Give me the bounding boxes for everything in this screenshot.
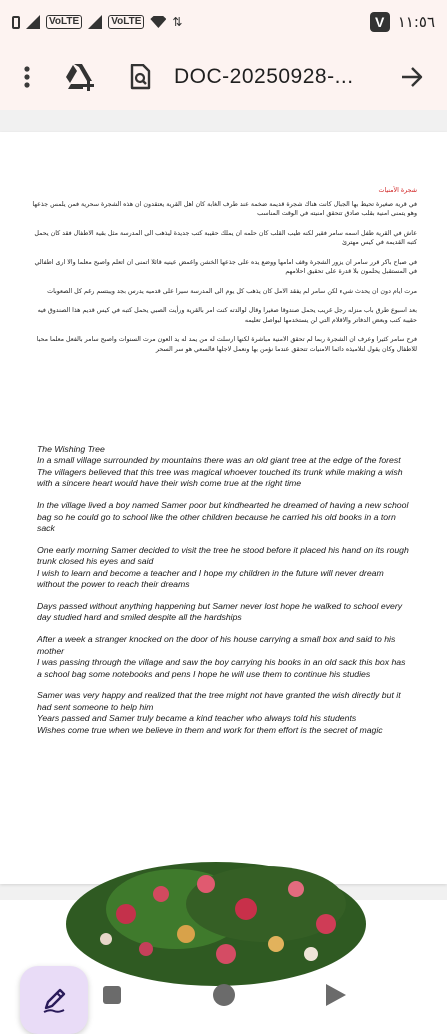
square-icon xyxy=(103,986,121,1004)
arabic-paragraph: بعد اسبوع طرق باب منزله رجل غريب يحمل صندوقا صغيرا وقال لوالدته كنت امر بالقرية ورأيت الصبي يحمل كتبه في كيس قديم هذا الصندوق فيه حقيبة كتب وبعض الدفاتر والاقلام التي لن يستخدمها ليواصل تعليمه xyxy=(37,307,417,324)
english-story-title: The Wishing Tree xyxy=(37,444,105,454)
arabic-story xyxy=(27,186,417,364)
english-line: Wishes come true when we believe in them and work for them effort is the secret of magic xyxy=(37,724,383,735)
english-line: I wish to learn and become a teacher and I hope my children in the future will never dream without the power to reach their dreams xyxy=(37,567,384,590)
english-line: The villagers believed that this tree was magical whoever touched its trunk while making a wish with a sincere heart would have their wish come true at the right time xyxy=(37,466,403,489)
data-transfer-icon: ⇅ xyxy=(172,15,183,29)
arabic-paragraph: في قرية صغيرة تحيط بها الجبال كانت هناك شجرة قديمة ضخمة عند طرف الغابة كان اهل القرية يعتقدون ان هذه الشجرة سحرية فمن يلمس جذعها وهو يتمنى امنية بقلب صادق تتحقق امنيته في الوقت المناسب xyxy=(32,200,417,217)
english-paragraph xyxy=(37,634,409,680)
more-options-button[interactable] xyxy=(8,44,46,110)
document-page xyxy=(0,132,447,884)
add-to-drive-button[interactable] xyxy=(58,44,102,110)
signal-icon xyxy=(88,15,102,29)
add-to-drive-icon xyxy=(65,63,95,91)
arabic-paragraph: عاش في القرية طفل اسمه سامر فقير لكنه طيب القلب كان حلمه ان يملك حقيبة كتب جديدة ليذهب الى المدرسة مثل بقية الاطفال فقد كان يحمل كتبه القديمة في كيس مهترئ xyxy=(34,229,417,246)
document-search-icon xyxy=(129,64,151,90)
wifi-icon xyxy=(150,16,166,28)
arabic-paragraph: في صباح باكر قرر سامر ان يزور الشجرة وقف امامها ووضع يده على جذعها الخشن واغمض عينيه قائلا اتمنى ان اتعلم واصبح معلما والا ارى اطفالي في المستقبل يحلمون بلا قدرة على تحقيق احلامهم xyxy=(34,258,417,275)
document-title: DOC-20250928-... xyxy=(174,65,354,88)
triangle-icon xyxy=(326,984,346,1006)
english-line: Samer was very happy and realized that the tree might not have granted the wish directly but it had sent someone to help him xyxy=(37,690,401,712)
app-notification-icon: V xyxy=(370,12,390,32)
circle-icon xyxy=(213,984,235,1006)
english-paragraph xyxy=(37,500,409,534)
signal-icon xyxy=(26,15,40,29)
english-line: Years passed and Samer truly became a kind teacher who always told his students xyxy=(37,713,357,724)
english-line: One early morning Samer decided to visit the tree he stood before it placed his hand on its rough trunk closed his eyes and said xyxy=(37,544,409,567)
english-story xyxy=(37,444,409,747)
home-button[interactable] xyxy=(202,966,246,1024)
find-in-document-button[interactable] xyxy=(122,44,158,110)
arabic-paragraph: مرت ايام دون ان يحدث شيء لكن سامر لم يفقد الامل كان يذهب كل يوم الى المدرسة سيرا على قدميه يدرس بجد ويبتسم رغم كل الصعوبات xyxy=(47,287,417,295)
status-bar xyxy=(0,0,447,44)
battery-icon xyxy=(12,16,20,29)
english-paragraph xyxy=(37,545,409,591)
english-paragraph xyxy=(37,455,409,489)
arabic-story-title: شجرة الأمنيات xyxy=(378,187,417,194)
status-clock: ١١:٥٦ xyxy=(397,13,435,31)
volte-badge: VoLTE xyxy=(46,15,82,29)
back-button[interactable] xyxy=(316,966,356,1024)
arrow-forward-icon xyxy=(401,67,423,87)
volte-badge: VoLTE xyxy=(108,15,144,29)
recent-apps-button[interactable] xyxy=(92,966,132,1024)
system-navigation-bar xyxy=(0,966,447,1024)
english-line: After a week a stranger knocked on the door of his house carrying a small box and said to his mother xyxy=(37,634,396,656)
english-line: Days passed without anything happening but Samer never lost hope he walked to school every day studied hard and smiled despite all the hardships xyxy=(37,600,403,623)
app-bar xyxy=(0,44,447,110)
english-line: In a small village surrounded by mountains there was an old giant tree at the edge of the forest xyxy=(37,455,401,466)
english-line: I was passing through the village and saw the boy carrying his books in an old sack this box has a school bag some notebooks and pens I hope he will use them to continue his studies xyxy=(37,657,406,679)
more-vert-icon xyxy=(24,66,30,88)
forward-button[interactable] xyxy=(392,44,432,110)
english-paragraph xyxy=(37,601,409,624)
document-viewer[interactable] xyxy=(0,110,447,1024)
arabic-paragraph: فرح سامر كثيرا وعرف ان الشجرة ربما لم تحقق الامنية مباشرة لكنها ارسلت له من يمد له يد العون مرت السنوات واصبح سامر بالفعل معلما محبا للاطفال وكان يقول لتلاميذه دائما الامنيات تتحقق عندما نؤمن بها ونعمل لاجلها فالسعي هو سر السحر xyxy=(36,336,417,353)
english-line: In the village lived a boy named Samer poor but kindhearted he dreamed of having a new school bag so he could go to school like the other children because he carried his old books in a torn sack xyxy=(37,500,409,533)
english-paragraph xyxy=(37,690,409,736)
